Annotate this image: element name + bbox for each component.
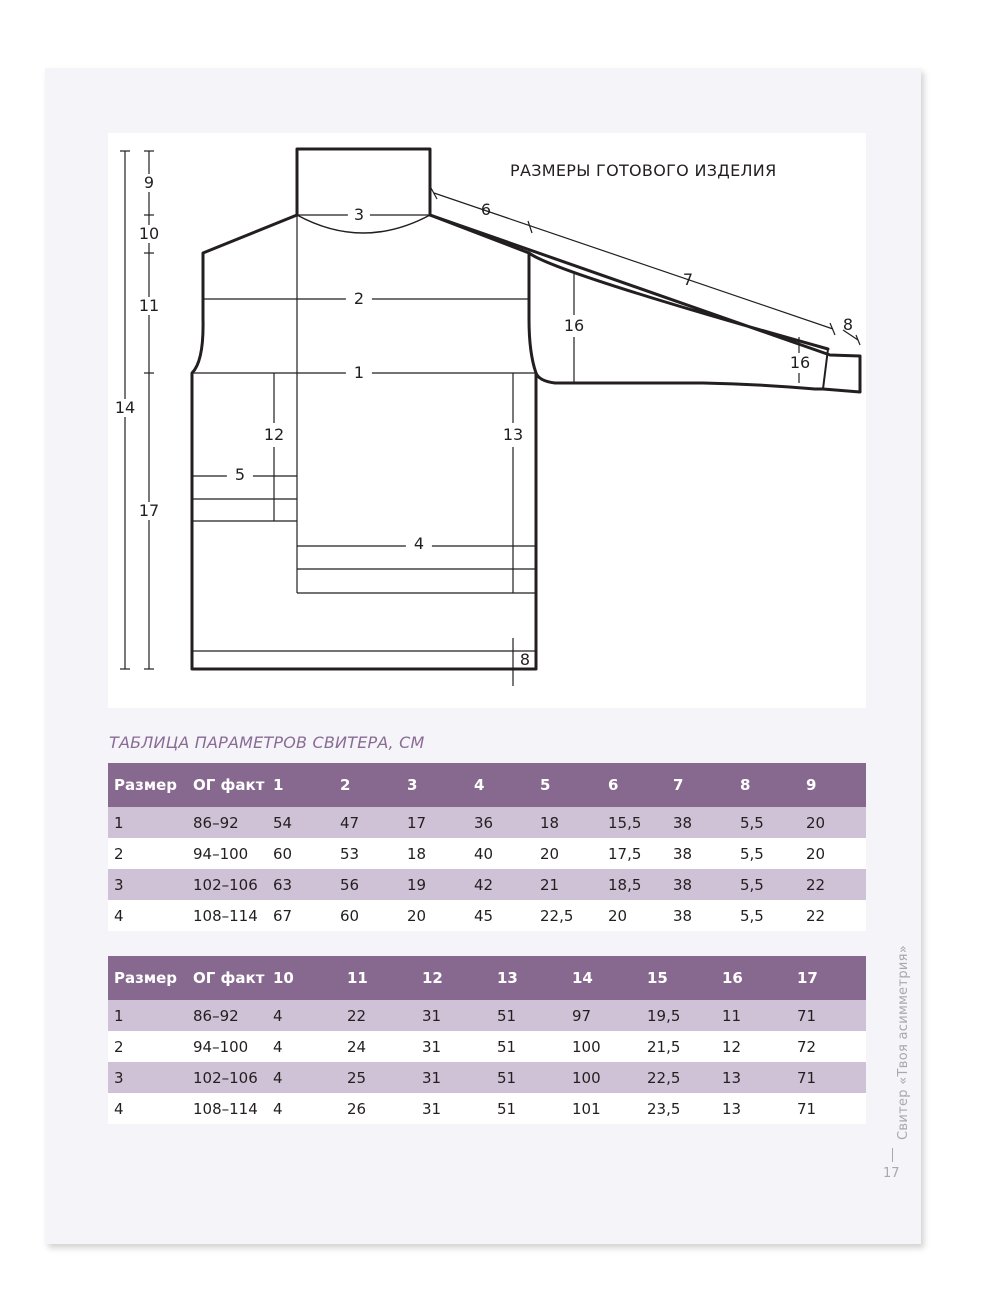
table-cell: 20 xyxy=(401,900,468,931)
table-cell: 18,5 xyxy=(602,869,667,900)
table-cell: 53 xyxy=(334,838,401,869)
dim-label-9: 9 xyxy=(143,173,155,192)
header-cell: 16 xyxy=(716,956,791,1000)
table-cell: 26 xyxy=(341,1093,416,1124)
table-cell: 51 xyxy=(491,1062,566,1093)
table-cell: 97 xyxy=(566,1000,641,1031)
table-cell: 4 xyxy=(267,1093,341,1124)
table-cell: 60 xyxy=(267,838,334,869)
header-cell: ОГ факт xyxy=(187,956,267,1000)
table-cell: 3 xyxy=(108,1062,187,1093)
dim-label-10: 10 xyxy=(138,224,160,243)
table-cell: 21,5 xyxy=(641,1031,716,1062)
table-cell: 31 xyxy=(416,1062,491,1093)
header-cell: 3 xyxy=(401,763,468,807)
dim-label-1: 1 xyxy=(346,364,372,382)
dim-label-5: 5 xyxy=(227,466,253,484)
page-number: 17 xyxy=(883,1166,900,1181)
table-cell: 25 xyxy=(341,1062,416,1093)
table-cell: 31 xyxy=(416,1031,491,1062)
header-cell: Размер xyxy=(108,763,187,807)
table-cell: 38 xyxy=(667,869,734,900)
dim-line-6-7 xyxy=(434,193,833,329)
table-row xyxy=(108,1062,866,1093)
header-cell: 11 xyxy=(341,956,416,1000)
table-row xyxy=(108,1031,866,1062)
table-cell: 108–114 xyxy=(187,900,267,931)
dim-label-16-lower: 16 xyxy=(789,353,811,372)
table-cell: 18 xyxy=(534,807,602,838)
table-cell: 19 xyxy=(401,869,468,900)
table-cell: 38 xyxy=(667,900,734,931)
dim-label-4: 4 xyxy=(406,535,432,553)
table-cell: 15,5 xyxy=(602,807,667,838)
dim-label-14: 14 xyxy=(114,398,136,417)
dim-label-6: 6 xyxy=(480,200,492,219)
dim-label-17: 17 xyxy=(138,501,160,520)
table-cell: 1 xyxy=(108,807,187,838)
header-cell: 14 xyxy=(566,956,641,1000)
header-cell: 5 xyxy=(534,763,602,807)
table-cell: 20 xyxy=(602,900,667,931)
header-cell: 17 xyxy=(791,956,866,1000)
table-cell: 22,5 xyxy=(534,900,602,931)
table-cell: 54 xyxy=(267,807,334,838)
table-cell: 5,5 xyxy=(734,869,800,900)
table-cell: 71 xyxy=(791,1062,866,1093)
header-cell: 13 xyxy=(491,956,566,1000)
table-cell: 17,5 xyxy=(602,838,667,869)
table-cell: 22,5 xyxy=(641,1062,716,1093)
params-table-1 xyxy=(108,763,866,931)
dim-label-2: 2 xyxy=(346,290,372,308)
table-cell: 86–92 xyxy=(187,807,267,838)
table-cell: 102–106 xyxy=(187,1062,267,1093)
table-cell: 4 xyxy=(108,1093,187,1124)
table-row xyxy=(108,869,866,900)
table-row xyxy=(108,838,866,869)
schematic-drawing xyxy=(108,133,866,708)
table-cell: 20 xyxy=(534,838,602,869)
table-cell: 22 xyxy=(800,900,866,931)
header-cell: 10 xyxy=(267,956,341,1000)
header-cell: 15 xyxy=(641,956,716,1000)
table-cell: 71 xyxy=(791,1093,866,1124)
table-cell: 71 xyxy=(791,1000,866,1031)
side-caption: Свитер «Твоя асимметрия» xyxy=(896,944,911,1140)
table-row xyxy=(108,1000,866,1031)
table-cell: 5,5 xyxy=(734,838,800,869)
table-cell: 13 xyxy=(716,1093,791,1124)
table-cell: 3 xyxy=(108,869,187,900)
table-cell: 45 xyxy=(468,900,534,931)
table-cell: 2 xyxy=(108,838,187,869)
header-cell: 8 xyxy=(734,763,800,807)
table-cell: 21 xyxy=(534,869,602,900)
params-table-2 xyxy=(108,956,866,1124)
table-cell: 5,5 xyxy=(734,807,800,838)
table-cell: 11 xyxy=(716,1000,791,1031)
table-header-row xyxy=(108,763,866,807)
dim-label-8-sleeve: 8 xyxy=(842,315,854,334)
table-cell: 72 xyxy=(791,1031,866,1062)
header-cell: 12 xyxy=(416,956,491,1000)
table-cell: 94–100 xyxy=(187,838,267,869)
header-cell: 7 xyxy=(667,763,734,807)
table-cell: 102–106 xyxy=(187,869,267,900)
side-divider xyxy=(892,1148,893,1162)
table-cell: 4 xyxy=(267,1062,341,1093)
table-cell: 86–92 xyxy=(187,1000,267,1031)
table-row xyxy=(108,1093,866,1124)
table-cell: 22 xyxy=(800,869,866,900)
table-cell: 5,5 xyxy=(734,900,800,931)
table-cell: 51 xyxy=(491,1031,566,1062)
header-cell: 1 xyxy=(267,763,334,807)
table-cell: 31 xyxy=(416,1000,491,1031)
table-cell: 42 xyxy=(468,869,534,900)
table-cell: 56 xyxy=(334,869,401,900)
table-cell: 13 xyxy=(716,1062,791,1093)
table-cell: 100 xyxy=(566,1031,641,1062)
table-cell: 94–100 xyxy=(187,1031,267,1062)
table-cell: 24 xyxy=(341,1031,416,1062)
dim-label-11: 11 xyxy=(138,296,160,315)
table-cell: 12 xyxy=(716,1031,791,1062)
table-cell: 19,5 xyxy=(641,1000,716,1031)
dim-label-7: 7 xyxy=(682,270,694,289)
header-cell: Размер xyxy=(108,956,187,1000)
table-cell: 40 xyxy=(468,838,534,869)
table-cell: 17 xyxy=(401,807,468,838)
table-cell: 47 xyxy=(334,807,401,838)
table-cell: 38 xyxy=(667,838,734,869)
table-cell: 22 xyxy=(341,1000,416,1031)
dim-label-12: 12 xyxy=(264,423,284,447)
table-row xyxy=(108,900,866,931)
header-cell: 2 xyxy=(334,763,401,807)
body-outline xyxy=(192,215,536,669)
table-cell: 51 xyxy=(491,1093,566,1124)
header-cell: 4 xyxy=(468,763,534,807)
table-cell: 60 xyxy=(334,900,401,931)
table-cell: 4 xyxy=(108,900,187,931)
header-cell: 9 xyxy=(800,763,866,807)
table-cell: 67 xyxy=(267,900,334,931)
table-cell: 4 xyxy=(267,1031,341,1062)
table-cell: 38 xyxy=(667,807,734,838)
dim-label-13: 13 xyxy=(503,423,523,447)
table-header-row xyxy=(108,956,866,1000)
table-cell: 20 xyxy=(800,807,866,838)
table-cell: 23,5 xyxy=(641,1093,716,1124)
table-cell: 2 xyxy=(108,1031,187,1062)
dim-label-8-hem: 8 xyxy=(519,650,531,669)
header-cell: ОГ факт xyxy=(187,763,267,807)
table-cell: 4 xyxy=(267,1000,341,1031)
table-cell: 63 xyxy=(267,869,334,900)
table-cell: 101 xyxy=(566,1093,641,1124)
sweater-schematic xyxy=(108,133,866,708)
table-cell: 20 xyxy=(800,838,866,869)
table-title: ТАБЛИЦА ПАРАМЕТРОВ СВИТЕРА, СМ xyxy=(109,733,425,752)
table-row xyxy=(108,807,866,838)
table-cell: 1 xyxy=(108,1000,187,1031)
table-cell: 100 xyxy=(566,1062,641,1093)
dim-label-16-upper: 16 xyxy=(563,316,585,335)
header-cell: 6 xyxy=(602,763,667,807)
table-cell: 31 xyxy=(416,1093,491,1124)
diagram-title: РАЗМЕРЫ ГОТОВОГО ИЗДЕЛИЯ xyxy=(510,161,777,180)
table-cell: 18 xyxy=(401,838,468,869)
table-cell: 51 xyxy=(491,1000,566,1031)
dim-label-3: 3 xyxy=(348,206,370,224)
table-cell: 36 xyxy=(468,807,534,838)
table-cell: 108–114 xyxy=(187,1093,267,1124)
